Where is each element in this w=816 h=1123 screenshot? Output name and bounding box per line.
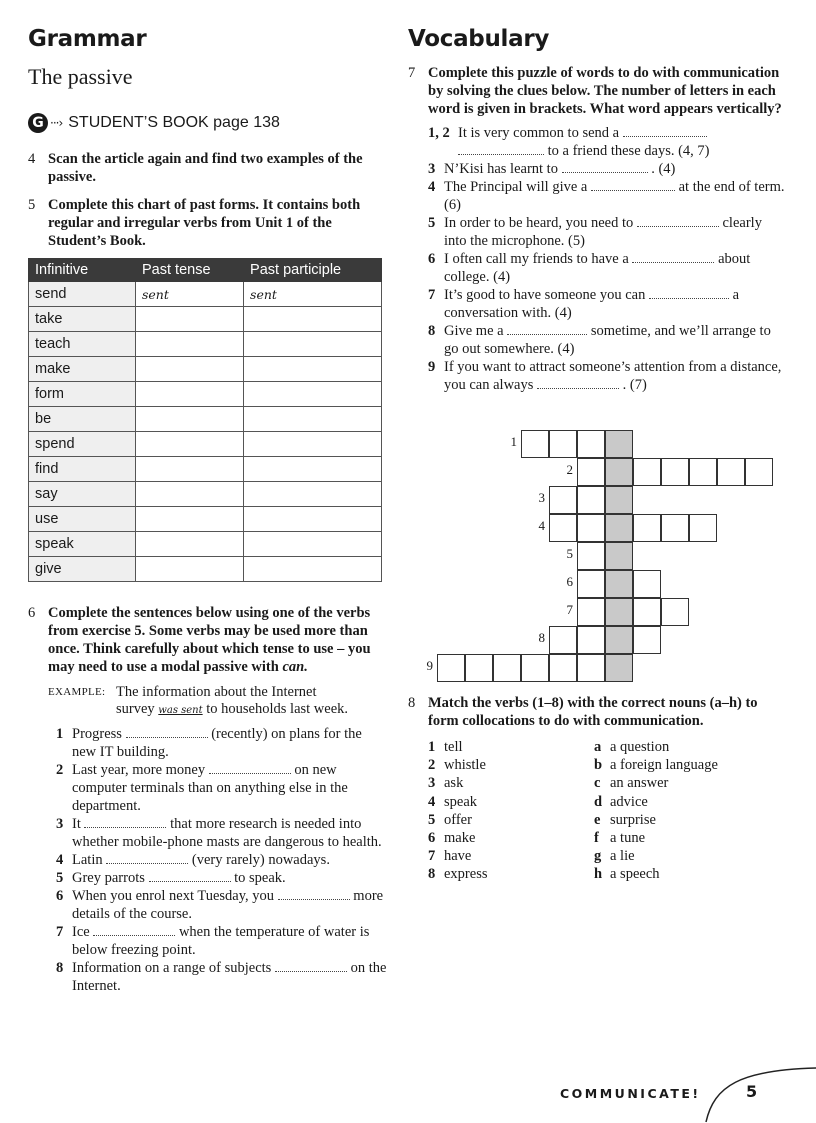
past-forms-chart [28,258,382,582]
clue-text-end: about college. (4) [444,251,751,285]
item-number: 6 [56,888,64,904]
page-corner-curve [700,1062,816,1123]
past-participle-cell[interactable] [244,382,382,407]
list-item [56,959,388,995]
exercise-instruction [48,604,388,676]
crossword-cell[interactable] [661,458,689,486]
crossword-cell[interactable] [577,654,605,682]
item-text-start: Progress [72,726,122,742]
crossword-clue-number: 2 [566,462,573,477]
past-participle-cell[interactable] [244,557,382,582]
infinitive-cell: be [29,407,136,432]
item-text-start: Grey parrots [72,870,145,886]
clue-number: 8 [428,323,436,339]
list-item [428,250,788,286]
crossword-cell[interactable] [521,654,549,682]
answer-blank[interactable] [84,818,166,828]
answer-blank[interactable] [507,325,587,335]
list-item [594,829,794,847]
list-item [428,214,788,250]
answer-blank[interactable] [275,962,347,972]
crossword-cell[interactable] [521,430,549,458]
item-number: 2 [56,762,64,778]
noun-letter: a [594,739,602,755]
clue-text-end: to a friend these days. (4, 7) [547,143,710,159]
past-participle-cell[interactable] [244,482,382,507]
header-past-participle: Past participle [244,259,382,282]
noun: an answer [610,775,669,792]
noun-letter: g [594,848,602,865]
noun: a foreign language [610,757,718,774]
verb-number: 7 [428,848,436,865]
verb-list [428,738,594,884]
crossword-cell[interactable] [577,598,605,626]
table-row [29,432,382,457]
list-item [56,761,388,815]
exercise-5 [28,196,388,250]
crossword-clue-number: 4 [538,518,545,533]
noun-list [594,738,794,884]
example-label: EXAMPLE: [48,686,106,698]
noun: advice [610,793,648,810]
crossword-cell[interactable] [549,654,577,682]
answer-blank[interactable] [623,127,707,137]
table-row [29,507,382,532]
answer-blank[interactable] [209,764,291,774]
table-row [29,457,382,482]
verb-number: 1 [428,739,436,755]
list-item [56,815,388,851]
clue-number: 9 [428,359,436,375]
crossword-cell[interactable] [689,514,717,542]
infinitive-cell: form [29,382,136,407]
crossword-cell[interactable] [605,542,633,570]
crossword-cell[interactable] [437,654,465,682]
table-row [29,282,382,307]
list-item [594,865,794,883]
exercise-number: 8 [408,695,416,711]
crossword-cell[interactable] [661,514,689,542]
past-participle-cell[interactable] [244,307,382,332]
list-item [428,774,594,792]
crossword-cell[interactable] [549,430,577,458]
verb: offer [444,811,472,828]
answer-blank[interactable] [562,163,648,173]
crossword-cell[interactable] [605,514,633,542]
verb-number: 6 [428,830,436,847]
clue-text-end: . (7) [622,377,647,393]
past-tense-cell[interactable] [136,532,244,557]
clue-text-start: It’s good to have someone you can [444,287,646,303]
passive-sentences-list [56,725,388,995]
crossword-cell[interactable] [661,598,689,626]
noun-letter: c [594,775,601,792]
instruction-emphasis: can. [282,659,308,675]
list-item [428,829,594,847]
clue-text-start: I often call my friends to have a [444,251,629,267]
instruction-text: Complete the sentences below using one of the verbs from exercise 5. Some verbs may be used more than once. Think carefully about which tense to use – you may need to use a modal passive with [48,605,371,675]
crossword-cell[interactable] [577,626,605,654]
verb: make [444,830,476,847]
crossword-cell[interactable] [633,626,661,654]
item-text-end: (recently) on plans for the new IT building. [72,726,362,760]
item-text-end: when the temperature of water is below freezing point. [72,924,370,958]
list-item [428,178,788,214]
header-past-tense: Past tense [136,259,244,282]
list-item [56,725,388,761]
exercise-number: 5 [28,197,36,213]
exercise-6 [28,604,388,676]
crossword-cell[interactable] [577,458,605,486]
answer-blank[interactable] [637,217,719,227]
crossword-cell[interactable] [633,514,661,542]
crossword-cell[interactable] [493,654,521,682]
exercise-number: 6 [28,605,36,621]
item-text-start: Last year, more money [72,762,206,778]
past-tense-cell[interactable] [136,457,244,482]
arrow-icon: ···› [50,116,63,130]
clue-text-start: N’Kisi has learnt to [444,161,558,177]
example-answer: was sent [158,705,203,716]
clue-text-end: sometime, and we’ll arrange to go out somewhere. (4) [444,323,771,357]
clue-number: 1, 2 [428,125,450,141]
crossword-cell[interactable] [633,458,661,486]
verb: ask [444,775,464,792]
item-number: 5 [56,870,64,886]
infinitive-cell: say [29,482,136,507]
crossword-cell[interactable] [745,458,773,486]
exercise-number: 7 [408,65,416,81]
past-tense-cell[interactable]: sent [136,282,244,307]
table-row [29,307,382,332]
answer-blank[interactable] [93,926,175,936]
clue-number: 4 [428,179,436,195]
table-row [29,557,382,582]
infinitive-cell: give [29,557,136,582]
exercise-7 [408,64,788,118]
list-item [594,738,794,756]
list-item [428,865,594,883]
list-item [428,286,788,322]
chart-header-row [29,259,382,282]
clue-text-start: Give me a [444,323,504,339]
verb-number: 4 [428,793,436,810]
noun-letter: b [594,757,603,774]
item-text-start: It [72,816,81,832]
clue-text-end: a conversation with. (4) [444,287,740,321]
clue-text-start: It is very common to send a [458,125,620,141]
item-number: 3 [56,816,64,832]
crossword-clue-number: 9 [426,658,433,673]
answer-blank[interactable] [649,289,729,299]
crossword-cell[interactable] [577,514,605,542]
item-text-start: When you enrol next Tuesday, you [72,888,275,904]
past-tense-cell[interactable] [136,482,244,507]
infinitive-cell: find [29,457,136,482]
list-item [428,358,788,394]
verb: have [444,848,472,865]
exercise-8 [408,694,788,730]
crossword-cell[interactable] [633,598,661,626]
list-item [428,124,788,160]
list-item [56,869,388,887]
past-participle-cell[interactable]: sent [244,282,382,307]
item-text-end: to speak. [234,870,286,886]
crossword-cell[interactable] [633,570,661,598]
clue-text-start: The Principal will give a [444,179,588,195]
noun-letter: f [594,830,599,847]
grammar-column [28,22,388,995]
table-row [29,532,382,557]
list-item [428,793,594,811]
infinitive-cell: make [29,357,136,382]
table-row [29,482,382,507]
item-text-end: on new computer terminals than on anything else in the department. [72,762,348,814]
example-sentence [48,684,388,719]
exercise-number: 4 [28,151,36,167]
answer-blank[interactable] [106,854,188,864]
list-item [56,887,388,923]
item-text-end: on the Internet. [72,960,387,994]
crossword-cell[interactable] [605,458,633,486]
students-book-reference [28,110,388,136]
past-tense-cell[interactable] [136,307,244,332]
list-item [56,851,388,869]
table-row [29,332,382,357]
noun-letter: e [594,811,601,828]
verb-number: 8 [428,866,436,883]
students-book-page: STUDENT’S BOOK page 138 [68,114,280,131]
list-item [428,756,594,774]
crossword-cell[interactable] [605,598,633,626]
crossword-cell[interactable] [605,570,633,598]
crossword-cell[interactable] [549,626,577,654]
crossword-clue-number: 1 [510,434,517,449]
crossword-cell[interactable] [577,542,605,570]
list-item [594,793,794,811]
answer-blank[interactable] [149,872,231,882]
item-text-end: more details of the course. [72,888,384,922]
clue-number: 6 [428,251,436,267]
grammar-badge-icon: G [28,113,48,133]
past-participle-cell[interactable] [244,457,382,482]
crossword-clue-number: 5 [566,546,573,561]
example-text [116,684,348,719]
example-pre: survey [116,701,155,717]
noun: a speech [610,866,660,883]
infinitive-cell: spend [29,432,136,457]
exercise-instruction: Complete this puzzle of words to do with communication by solving the clues below. The number of letters in each word is given in brackets. What word appears vertically? [428,65,782,117]
noun: a tune [610,830,646,847]
past-participle-cell[interactable] [244,407,382,432]
list-item [428,738,594,756]
item-text-end: that more research is needed into whether mobile-phone masts are dangerous to health. [72,816,382,850]
item-number: 7 [56,924,64,940]
verb-number: 2 [428,757,436,774]
item-number: 4 [56,852,64,868]
crossword-cell[interactable] [465,654,493,682]
crossword-cell[interactable] [605,430,633,458]
clue-number: 5 [428,215,436,231]
past-participle-cell[interactable] [244,357,382,382]
crossword-cell[interactable] [549,514,577,542]
footer-brand: COMMUNICATE! [560,1086,701,1101]
past-tense-cell[interactable] [136,407,244,432]
noun-letter: h [594,866,603,883]
infinitive-cell: take [29,307,136,332]
clue-number: 7 [428,287,436,303]
crossword-cell[interactable] [577,430,605,458]
exercise-instruction: Match the verbs (1–8) with the correct nouns (a–h) to form collocations to do with communication. [428,695,758,729]
item-number: 1 [56,726,64,742]
verb-number: 5 [428,811,436,828]
grammar-title: Grammar [28,26,147,52]
past-participle-cell[interactable] [244,332,382,357]
exercise-instruction: Complete this chart of past forms. It contains both regular and irregular verbs from Unit 1 of the Student’s Book. [48,197,361,249]
crossword-cell[interactable] [549,486,577,514]
past-tense-cell[interactable] [136,357,244,382]
crossword-cell[interactable] [577,486,605,514]
list-item [428,847,594,865]
past-tense-cell[interactable] [136,557,244,582]
past-participle-cell[interactable] [244,432,382,457]
list-item [594,811,794,829]
list-item [56,923,388,959]
answer-blank[interactable] [278,890,350,900]
list-item [428,811,594,829]
vocabulary-title: Vocabulary [408,26,550,52]
past-tense-cell[interactable] [136,432,244,457]
verb: tell [444,739,463,755]
past-participle-cell[interactable] [244,532,382,557]
past-tense-cell[interactable] [136,382,244,407]
crossword-cell[interactable] [577,570,605,598]
item-number: 8 [56,960,64,976]
past-tense-cell[interactable] [136,332,244,357]
answer-blank[interactable] [458,145,544,155]
crossword-cell[interactable] [605,626,633,654]
infinitive-cell: teach [29,332,136,357]
noun: a lie [610,848,635,865]
list-item [428,322,788,358]
infinitive-cell: use [29,507,136,532]
answer-blank[interactable] [126,728,208,738]
clue-text-end: at the end of term. (6) [444,179,785,213]
exercise-instruction: Scan the article again and find two examples of the passive. [48,151,363,185]
list-item [594,774,794,792]
list-item [428,160,788,178]
crossword-cell[interactable] [605,654,633,682]
answer-blank[interactable] [537,379,619,389]
clue-text-end: clearly into the microphone. (5) [444,215,762,249]
noun-letter: d [594,793,603,810]
past-participle-cell[interactable] [244,507,382,532]
exercise-4 [28,150,388,186]
list-item [594,847,794,865]
page-number: 5 [746,1082,758,1101]
crossword-cell[interactable] [717,458,745,486]
crossword-clue-number: 7 [566,602,573,617]
crossword-clue-number: 8 [538,630,545,645]
grammar-subtitle: The passive [28,64,133,89]
table-row [29,382,382,407]
clue-text-start: If you want to attract someone’s attention from a distance, you can always [444,359,782,393]
item-text-start: Latin [72,852,103,868]
item-text-start: Information on a range of subjects [72,960,272,976]
list-item [594,756,794,774]
table-row [29,357,382,382]
clue-text-end: . (4) [651,161,676,177]
answer-blank[interactable] [632,253,714,263]
item-text-end: (very rarely) nowadays. [191,852,330,868]
noun: surprise [610,811,656,828]
item-text-start: Ice [72,924,90,940]
crossword-clues [428,124,788,394]
example-line-1: The information about the Internet [116,684,317,700]
answer-blank[interactable] [591,181,675,191]
noun: a question [610,739,670,755]
example-post: to households last week. [206,701,349,717]
crossword-clue-number: 6 [566,574,573,589]
collocation-match [428,738,788,884]
verb-number: 3 [428,775,436,792]
table-row [29,407,382,432]
verb: whistle [444,757,486,774]
crossword-cell[interactable] [605,486,633,514]
clue-number: 3 [428,161,436,177]
clue-text-start: In order to be heard, you need to [444,215,634,231]
crossword-cell[interactable] [689,458,717,486]
infinitive-cell: speak [29,532,136,557]
infinitive-cell: send [29,282,136,307]
header-infinitive: Infinitive [29,259,136,282]
crossword-clue-number: 3 [538,490,545,505]
past-tense-cell[interactable] [136,507,244,532]
verb: express [444,866,488,883]
verb: speak [444,793,478,810]
